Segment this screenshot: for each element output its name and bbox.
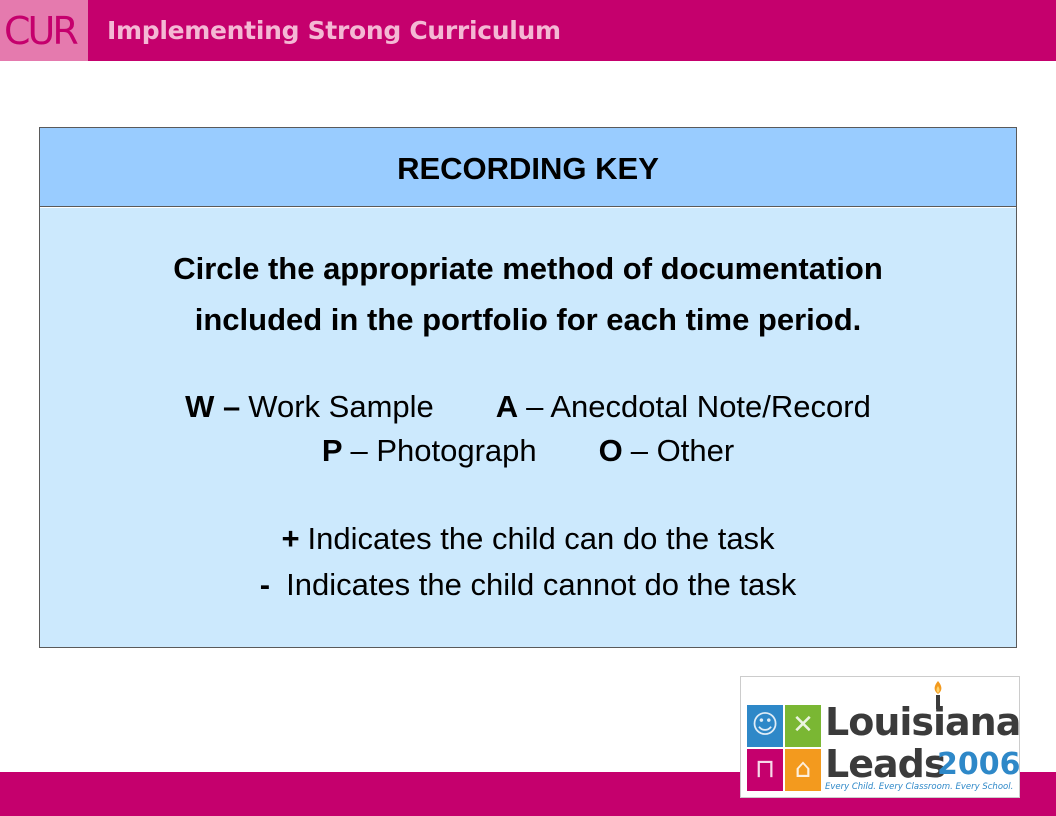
instruction-line-1: Circle the appropriate method of documentation — [173, 251, 883, 286]
chair-icon: ⊓ — [754, 754, 776, 784]
plus-text: Indicates the child can do the task — [307, 521, 775, 556]
logo-tagline: Every Child. Every Classroom. Every School. — [825, 782, 1014, 792]
indicator-plus — [40, 521, 1016, 557]
method-code-w: W – — [185, 389, 241, 424]
method-code-p: P — [321, 433, 343, 468]
methods-row-1 — [40, 389, 1016, 425]
minus-symbol: - — [259, 567, 271, 602]
header-title: Implementing Strong Curriculum — [107, 16, 561, 45]
child-icon: ☺ — [751, 710, 779, 740]
method-label-other: – Other — [630, 433, 735, 468]
method-label-work-sample: Work Sample — [248, 389, 434, 424]
indicator-minus — [40, 567, 1016, 603]
logo-tile-school — [785, 749, 821, 791]
methods-row-2 — [40, 433, 1016, 469]
recording-key-body — [40, 208, 1016, 647]
plus-symbol: + — [281, 521, 300, 556]
instruction-line-2: included in the portfolio for each time period. — [194, 302, 862, 337]
logo-year: 2006 — [937, 747, 1021, 782]
logo-tiles — [747, 705, 821, 791]
method-label-photograph: – Photograph — [350, 433, 537, 468]
logo-word-louisiana: Louisiana — [825, 700, 1021, 744]
logo-tile-child — [747, 705, 783, 747]
cur-badge — [0, 0, 88, 61]
logo-tile-chair — [747, 749, 783, 791]
method-code-o: O — [598, 433, 623, 468]
star-figure-icon: ✕ — [792, 710, 814, 740]
school-icon: ⌂ — [794, 754, 812, 784]
header-bar — [0, 0, 1056, 61]
method-code-a: A — [495, 389, 519, 424]
logo-tile-star — [785, 705, 821, 747]
method-label-anecdotal: – Anecdotal Note/Record — [526, 389, 871, 424]
recording-key-heading: RECORDING KEY — [397, 151, 659, 186]
minus-text: Indicates the child cannot do the task — [286, 567, 797, 602]
recording-key-header — [40, 128, 1016, 207]
recording-key-table — [39, 127, 1017, 648]
louisiana-leads-logo — [740, 676, 1020, 798]
cur-badge-text: CUR — [4, 9, 76, 53]
logo-word-leads: Leads — [825, 742, 946, 786]
